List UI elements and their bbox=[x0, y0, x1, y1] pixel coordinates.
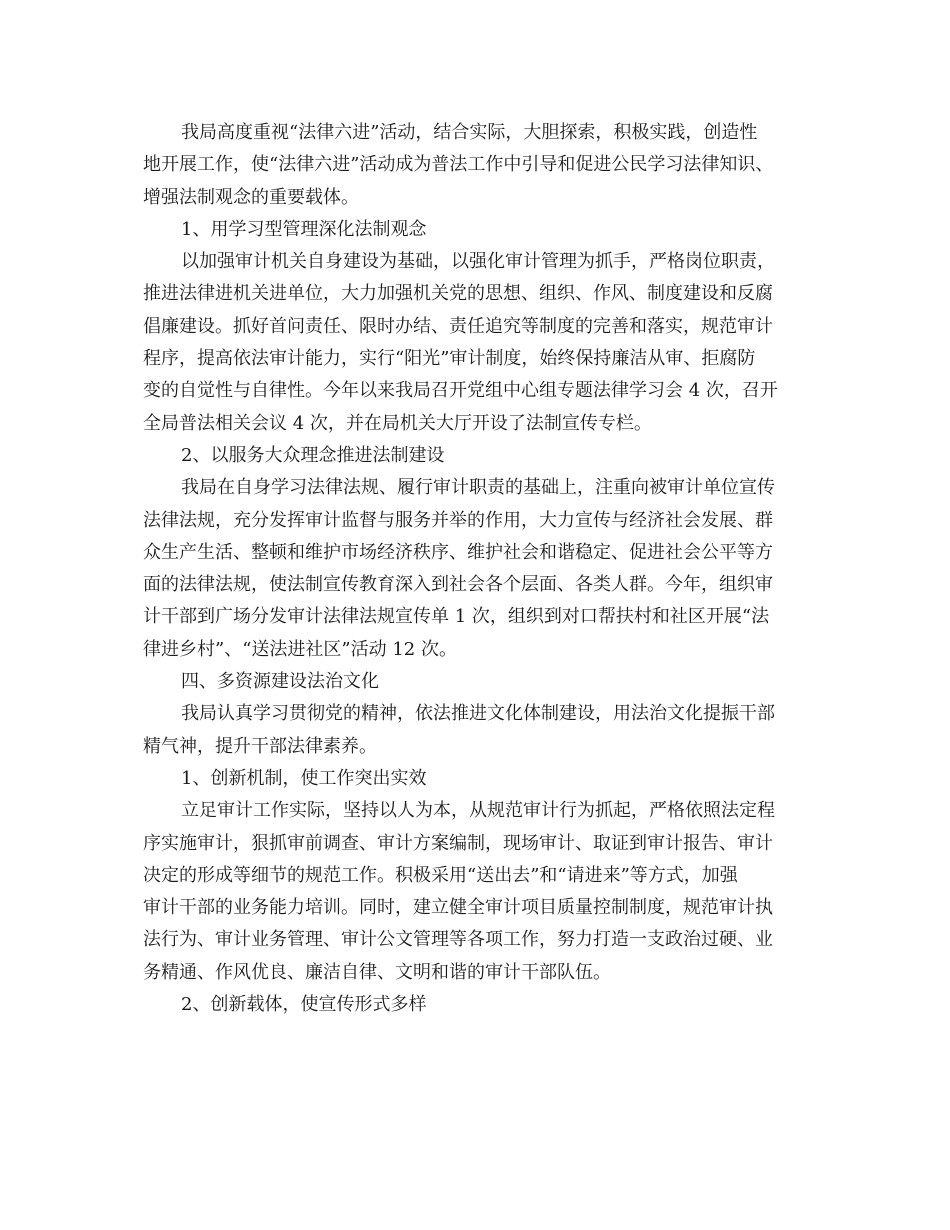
text-line: 2、创新载体，使宣传形式多样 bbox=[181, 994, 427, 1016]
text-line: 立足审计工作实际，坚持以人为本，从规范审计行为抓起，严格依照法定程 bbox=[181, 800, 775, 822]
text-line: 法律法规，充分发挥审计监督与服务并举的作用，大力宣传与经济社会发展、群 bbox=[143, 509, 773, 531]
text-line: 1、用学习型管理深化法制观念 bbox=[181, 218, 427, 240]
text-line: 众生产生活、整顿和维护市场经济秩序、维护社会和谐稳定、促进社会公平等方 bbox=[143, 541, 773, 563]
text-line: 我局认真学习贯彻党的精神，依法推进文化体制建设，用法治文化提振干部 bbox=[181, 703, 775, 725]
text-line: 变的自觉性与自律性。今年以来我局召开党组中心组专题法律学习会 4 次，召开 bbox=[143, 380, 778, 402]
text-line: 增强法制观念的重要载体。 bbox=[143, 186, 359, 208]
text-line: 审计干部的业务能力培训。同时，建立健全审计项目质量控制制度，规范审计执 bbox=[143, 897, 773, 919]
text-line: 四、多资源建设法治文化 bbox=[181, 671, 379, 693]
text-line: 面的法律法规，使法制宣传教育深入到社会各个层面、各类人群。今年，组织审 bbox=[143, 574, 773, 596]
text-line: 1、创新机制，使工作突出实效 bbox=[181, 767, 427, 789]
text-line: 律进乡村”、“送法进社区”活动 12 次。 bbox=[143, 638, 457, 660]
text-line: 程序，提高依法审计能力，实行“阳光”审计制度，始终保持廉洁从审、拒腐防 bbox=[143, 348, 756, 370]
text-line: 地开展工作，使“法律六进”活动成为普法工作中引导和促进公民学习法律知识、 bbox=[143, 154, 774, 176]
text-line: 全局普法相关会议 4 次，并在局机关大厅开设了法制宣传专栏。 bbox=[143, 412, 652, 434]
text-line: 法行为、审计业务管理、审计公文管理等各项工作，努力打造一支政治过硬、业 bbox=[143, 929, 773, 951]
document-body bbox=[143, 117, 833, 1021]
text-line: 决定的形成等细节的规范工作。积极采用“送出去”和“请进来”等方式，加强 bbox=[143, 864, 738, 886]
text-line: 倡廉建设。抓好首问责任、限时办结、责任追究等制度的完善和落实，规范审计 bbox=[143, 315, 773, 337]
text-line: 计干部到广场分发审计法律法规宣传单 1 次，组织到对口帮扶村和社区开展“法 bbox=[143, 606, 770, 628]
text-line: 序实施审计，狠抓审前调查、审计方案编制，现场审计、取证到审计报告、审计 bbox=[143, 832, 773, 854]
text-line: 2、以服务大众理念推进法制建设 bbox=[181, 444, 445, 466]
text-line: 务精通、作风优良、廉洁自律、文明和谐的审计干部队伍。 bbox=[143, 961, 611, 983]
text-line: 以加强审计机关自身建设为基础，以强化审计管理为抓手，严格岗位职责， bbox=[181, 251, 775, 273]
text-line: 我局高度重视“法律六进”活动，结合实际，大胆探索，积极实践，创造性 bbox=[181, 122, 758, 143]
text-line: 精气神，提升干部法律素养。 bbox=[143, 735, 377, 757]
text-line: 推进法律进机关进单位，大力加强机关党的思想、组织、作风、制度建设和反腐 bbox=[143, 283, 773, 305]
text-line: 我局在自身学习法律法规、履行审计职责的基础上，注重向被审计单位宣传 bbox=[181, 477, 775, 499]
